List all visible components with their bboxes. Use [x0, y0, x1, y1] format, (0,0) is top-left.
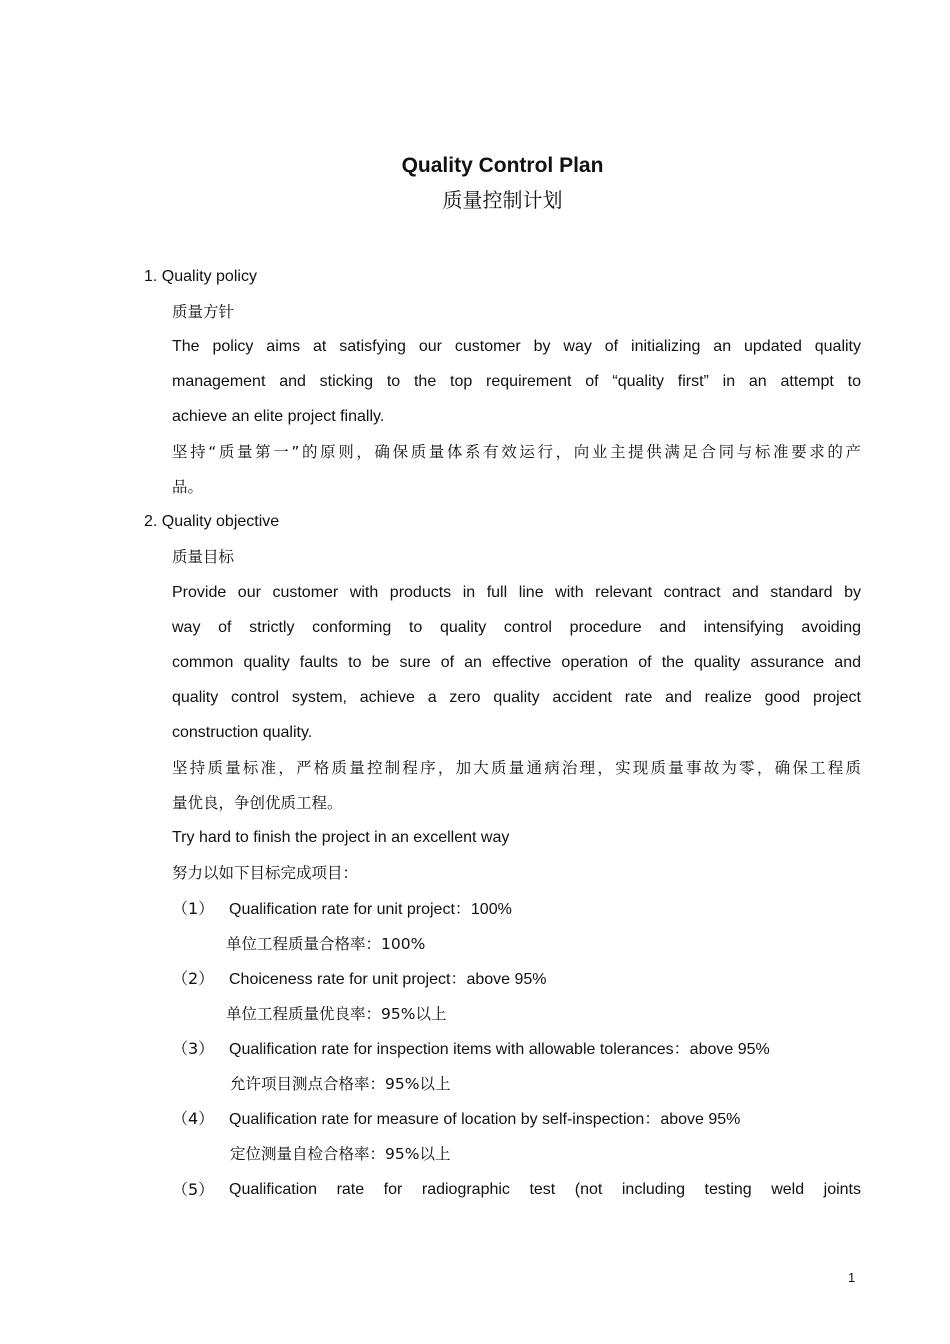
document-title: Quality Control Plan — [401, 154, 604, 177]
section-2-heading: 2. Quality objective — [144, 513, 280, 530]
goal-intro: Try hard to finish the project in an excellent way — [172, 829, 510, 846]
section-2-heading-zh: 质量目标 — [172, 548, 235, 566]
section-1-paragraph-line: achieve an elite project finally. — [172, 408, 385, 425]
section-2-paragraph-line: quality control system, achieve a zero quality accident rate and realize good project — [172, 689, 861, 706]
section-1-paragraph-zh-line: 品。 — [172, 478, 204, 496]
item-number: （1） — [172, 899, 215, 918]
objective-item — [172, 1179, 861, 1201]
item-number: （4） — [172, 1109, 215, 1128]
item-text-zh: 单位工程质量优良率：95%以上 — [226, 1005, 447, 1023]
goal-intro-zh: 努力以如下目标完成项目： — [172, 864, 359, 882]
item-text-zh: 允许项目测点合格率：95%以上 — [230, 1075, 451, 1093]
section-2-paragraph-line: common quality faults to be sure of an effective operation of the quality assurance and — [172, 654, 861, 671]
item-text: Qualification rate for measure of location by self-inspection：above 95% — [229, 1111, 741, 1128]
item-text: Choiceness rate for unit project：above 95% — [229, 971, 547, 988]
item-text-zh: 单位工程质量合格率：100% — [226, 935, 426, 953]
objective-item — [172, 968, 547, 991]
item-number: （2） — [172, 969, 215, 988]
item-text: Qualification rate for inspection items with allowable tolerances：above 95% — [229, 1041, 770, 1058]
objective-item — [172, 1108, 740, 1131]
section-1-paragraph-line: management and sticking to the top requirement of “quality first” in an attempt to — [172, 373, 861, 390]
item-number: （5） — [172, 1180, 215, 1199]
page-number: 1 — [848, 1270, 856, 1285]
item-text: Qualification rate for unit project：100% — [229, 901, 512, 918]
item-text-zh: 定位测量自检合格率：95%以上 — [230, 1145, 451, 1163]
section-2-paragraph-line: Provide our customer with products in full line with relevant contract and standard by — [172, 584, 861, 601]
section-1-heading-zh: 质量方针 — [172, 303, 235, 321]
section-2-paragraph-zh-line: 量优良，争创优质工程。 — [172, 794, 343, 812]
section-2-paragraph-zh-line: 坚持质量标准，严格质量控制程序，加大质量通病治理，实现质量事故为零，确保工程质 — [172, 759, 861, 777]
objective-item — [172, 1038, 770, 1061]
section-2-paragraph-line: way of strictly conforming to quality control procedure and intensifying avoiding — [172, 619, 861, 636]
objective-item — [172, 898, 512, 921]
item-number: （3） — [172, 1039, 215, 1058]
section-1-paragraph-line: The policy aims at satisfying our customer by way of initializing an updated quality — [172, 338, 861, 355]
section-1-paragraph-zh-line: 坚持“质量第一”的原则，确保质量体系有效运行，向业主提供满足合同与标准要求的产 — [172, 443, 861, 461]
section-2-paragraph-line: construction quality. — [172, 724, 313, 741]
section-1-heading: 1. Quality policy — [144, 268, 257, 285]
document-title-zh: 质量控制计划 — [442, 188, 563, 212]
item-text: Qualification rate for radiographic test (not including testing weld joints — [229, 1181, 861, 1198]
